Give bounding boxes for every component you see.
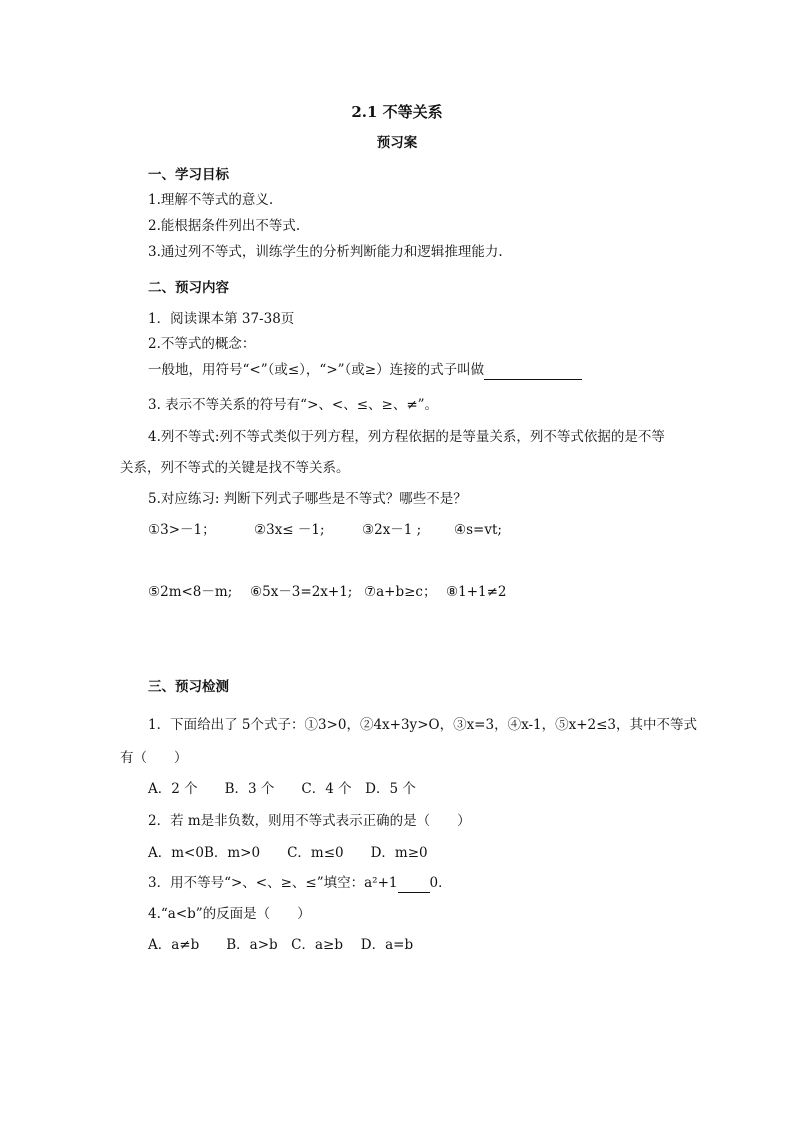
question-3-prefix: 3．用不等号“>、<、≥、≤”填空：a²+1 [148, 875, 398, 891]
section-heading-check: 三、预习检测 [148, 679, 229, 695]
exercise-row-2-item-1: ⑤2m<8－m; [148, 584, 233, 600]
goal-item-2: 2.能根据条件列出不等式. [148, 218, 301, 234]
question-1-options: A．2 个 B．3 个 C．4 个 D．5 个 [148, 781, 416, 797]
question-3 [148, 873, 452, 893]
content-item-4-line-1: 4.列不等式:列不等式类似于列方程，列方程依据的是等量关系，列不等式依据的是不等 [148, 429, 665, 445]
exercise-row-2-item-4: ⑧1+1≠2 [446, 584, 507, 600]
content-item-1: 1．阅读课本第 37-38页 [148, 311, 295, 327]
exercise-row-1-item-3: ③2x－1 ; [362, 522, 422, 538]
question-4-options: A．a≠b B．a>b C．a≥b D．a=b [148, 937, 414, 953]
exercise-row-2-item-2: ⑥5x－3=2x+1; [250, 584, 353, 600]
question-4: 4.“a<b”的反面是（ ） [148, 906, 311, 922]
exercise-row-1-item-1: ①3>－1； [148, 522, 216, 538]
exercise-row-1-item-2: ②3x≤ －1; [254, 522, 325, 538]
exercise-row-1-item-4: ④s=vt; [454, 522, 502, 538]
question-3-blank[interactable] [398, 877, 430, 893]
page-title: 2.1 不等关系 [351, 103, 443, 121]
section-heading-goals: 一、学习目标 [148, 167, 229, 183]
content-item-2-body [148, 360, 582, 380]
question-3-suffix: 0． [429, 875, 452, 891]
section-heading-content: 二、预习内容 [148, 280, 229, 296]
fill-blank[interactable] [484, 364, 582, 380]
page-subtitle: 预习案 [376, 135, 418, 151]
question-2: 2．若 m是非负数，则用不等式表示正确的是（ ） [148, 813, 471, 829]
question-1-line-1: 1．下面给出了 5个式子：①3>0，②4x+3y>O，③x=3，④x-1，⑤x+2≤3，其中不等式 [148, 717, 698, 733]
content-item-4-line-2: 关系，列不等式的关键是找不等关系。 [120, 460, 350, 476]
exercise-row-2-item-3: ⑦a+b≥c； [364, 584, 437, 600]
question-1-line-2: 有（ ） [120, 750, 188, 766]
goal-item-3: 3.通过列不等式，训练学生的分析判断能力和逻辑推理能力. [148, 244, 503, 260]
definition-text: 一般地，用符号“<”（或≤），“>”（或≥）连接的式子叫做 [148, 362, 485, 378]
content-item-5: 5.对应练习: 判断下列式子哪些是不等式？哪些不是？ [148, 491, 467, 507]
content-item-3: 3. 表示不等关系的符号有“>、<、≤、≥、≠”。 [148, 397, 439, 413]
content-item-2: 2.不等式的概念： [148, 336, 256, 352]
question-2-options: A．m<0B．m>0 C．m≤0 D．m≥0 [148, 845, 428, 861]
goal-item-1: 1.理解不等式的意义. [148, 192, 274, 208]
